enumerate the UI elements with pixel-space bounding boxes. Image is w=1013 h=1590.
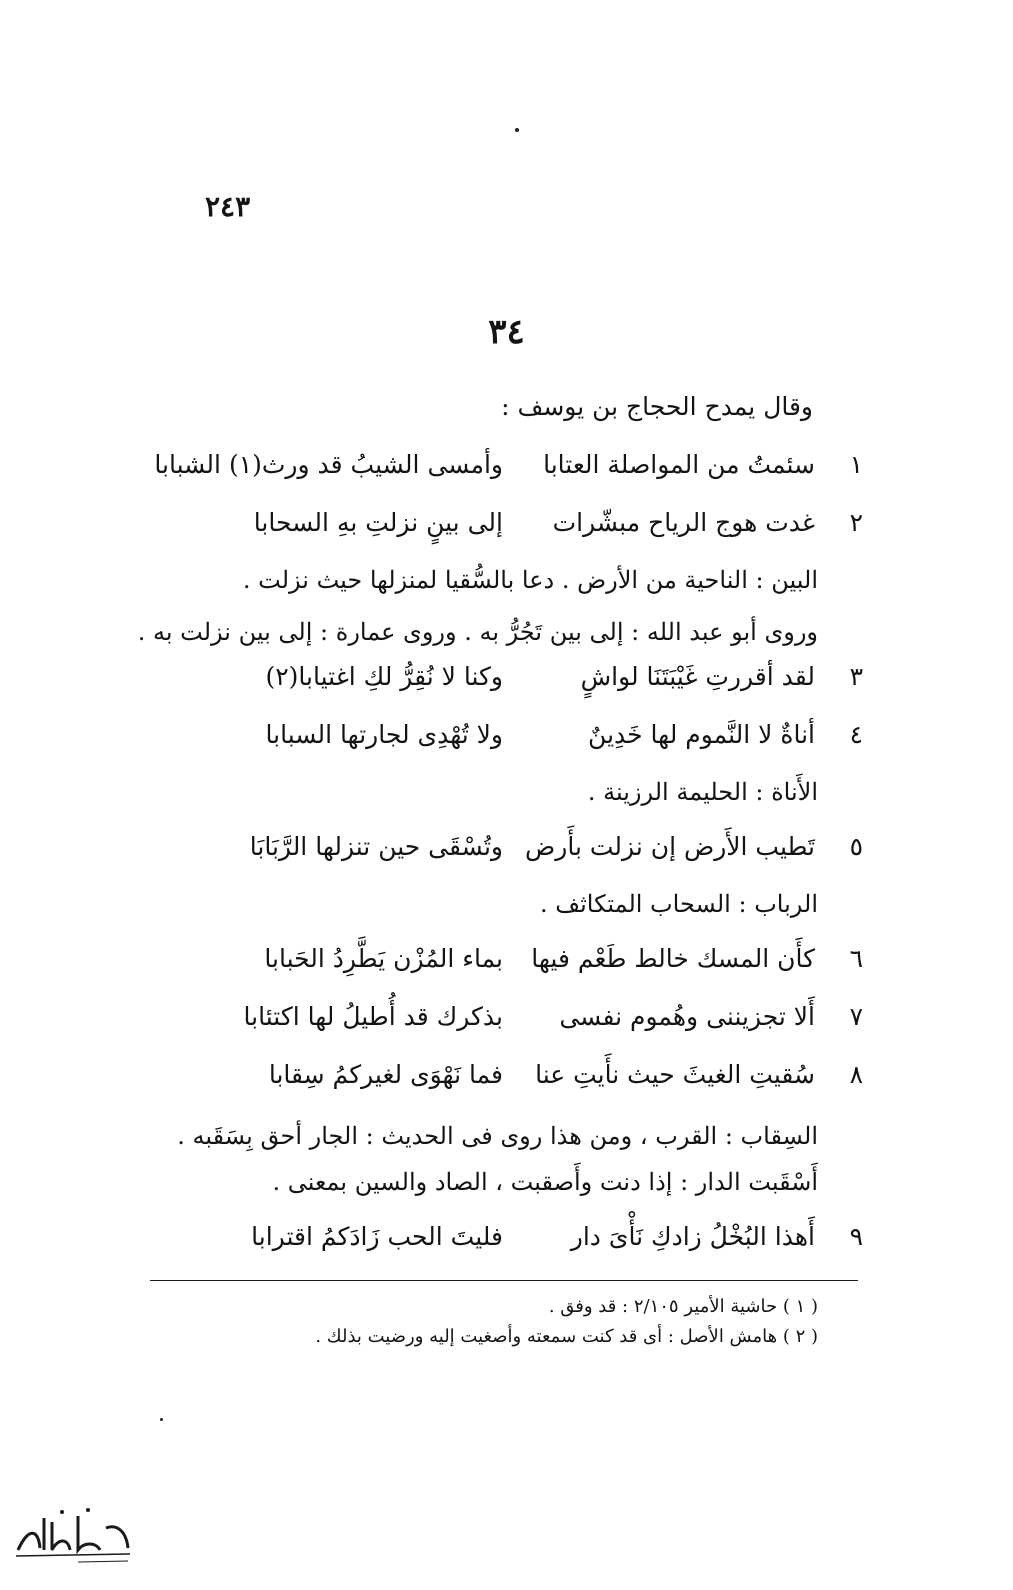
commentary-note: وروى أبو عبد الله : إلى بين تَجُرُّ به . وروى عمارة : إلى بين نزلت به . [137,618,818,646]
verse-second-hemistich: فليتَ الحب زَادَكمُ اقترابا [251,1222,503,1251]
footnote: ( ٢ ) هامش الأصل : أى قد كنت سمعته وأصغيت إليه ورضيت بذلك . [315,1326,818,1347]
verse-second-hemistich: وأمسى الشيبُ قد ورث(١) الشبابا [154,450,503,479]
poem-intro: وقال يمدح الحجاج بن يوسف : [501,392,813,421]
commentary-note: الرباب : السحاب المتكاثف . [539,890,818,918]
verse-line [203,720,863,760]
scan-speck [515,128,519,132]
verse-first-hemistich: سئمتُ من المواصلة العتابا [543,450,815,479]
footnote: ( ١ ) حاشية الأمير ٢/١٠٥ : قد وفق . [548,1296,818,1317]
verse-second-hemistich: إلى بينٍ نزلتِ بهِ السحابا [253,508,503,537]
verse-number: ٩ [849,1222,863,1251]
verse-line [203,1002,863,1042]
verse-first-hemistich: غدت هوج الرياح مبشّرات [552,508,815,537]
verse-line [203,508,863,548]
verse-number: ٧ [849,1002,863,1031]
verse-line [203,1060,863,1100]
commentary-note: الأَناة : الحليمة الرزينة . [587,778,818,806]
verse-number: ٨ [849,1060,863,1089]
verse-first-hemistich: تَطيب الأَرض إن نزلت بأَرض [525,832,815,861]
library-stamp-logo [8,1498,138,1573]
verse-second-hemistich: بماء المُزْن يَطَّرِدُ الحَبابا [264,944,503,973]
poem-number: ٣٤ [488,312,525,352]
verse-number: ٢ [849,508,863,537]
verse-number: ٤ [849,720,863,749]
commentary-note: السِقاب : القرب ، ومن هذا روى فى الحديث : الجار أحق بِسَقَبه . [177,1122,818,1150]
verse-line [203,662,863,702]
verse-first-hemistich: سُقيتِ الغيثَ حيث نأَيتِ عنا [535,1060,815,1089]
verse-first-hemistich: لقد أقررتِ غَيْبَتَنَا لواشٍ [580,662,815,691]
verse-first-hemistich: أَهذا البُخْلُ زادكِ نَأْىَ دار [570,1222,815,1251]
verse-number: ١ [849,450,863,479]
verse-second-hemistich: بذكرك قد أُطيلُ لها اكتئابا [243,1002,503,1031]
page-number: ٢٤٣ [205,190,251,223]
verse-first-hemistich: أَلا تجزيننى وهُموم نفسى [559,1002,815,1031]
commentary-note: البين : الناحية من الأرض . دعا بالسُّقيا لمنزلها حيث نزلت . [242,566,818,594]
scan-speck [160,1418,163,1421]
verse-second-hemistich: وتُسْقَى حين تنزلها الرَّبَابَا [249,832,503,861]
verse-second-hemistich: ولا تُهْدِى لجارتها السبابا [265,720,503,749]
verse-number: ٣ [849,662,863,691]
footnote-divider [150,1280,858,1281]
verse-line [203,1222,863,1262]
verse-first-hemistich: أناةٌ لا النَّموم لها خَدِينٌ [588,720,815,749]
verse-second-hemistich: وكنا لا نُقِرُّ لكِ اغتيابا(٢) [265,662,503,691]
commentary-note: أَسْقَبت الدار : إذا دنت وأَصقبت ، الصاد والسين بمعنى . [272,1168,818,1196]
verse-line [203,832,863,872]
verse-number: ٦ [849,944,863,973]
verse-number: ٥ [849,832,863,861]
verse-first-hemistich: كأَن المسك خالط طَعْم فيها [531,944,815,973]
verse-second-hemistich: فما نَهْوَى لغيركمُ سِقابا [268,1060,503,1089]
verse-line [154,450,863,490]
verse-line [203,944,863,984]
